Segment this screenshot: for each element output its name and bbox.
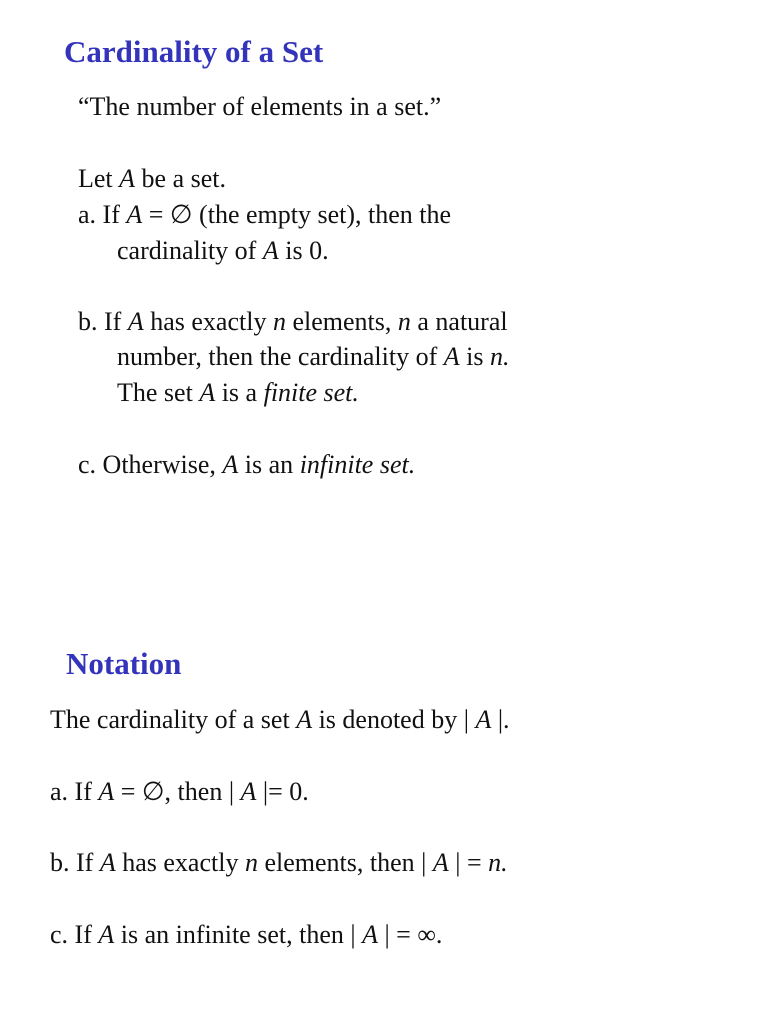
notation-item-a: a. If A = ∅, then | A |= 0. <box>50 777 309 806</box>
page-title: Cardinality of a Set <box>64 34 324 69</box>
item-b-line-2: number, then the cardinality of A is n. <box>117 342 510 371</box>
item-b-line-1: b. If A has exactly n elements, n a natural <box>78 307 508 336</box>
notation-item-c: c. If A is an infinite set, then | A | = ∞. <box>50 920 443 949</box>
item-a-line-1: a. If A = ∅ (the empty set), then the <box>78 200 452 229</box>
item-a-line-2: cardinality of A is 0. <box>117 236 329 265</box>
let-line: Let A be a set. <box>78 164 227 193</box>
item-b-line-3: The set A is a finite set. <box>117 378 359 407</box>
notation-item-b: b. If A has exactly n elements, then | A | = n. <box>50 848 508 877</box>
notation-title: Notation <box>66 646 182 681</box>
notation-definition: The cardinality of a set A is denoted by | A |. <box>50 705 510 734</box>
item-c-line: c. Otherwise, A is an infinite set. <box>78 450 416 479</box>
quote-line: “The number of elements in a set.” <box>78 92 442 121</box>
